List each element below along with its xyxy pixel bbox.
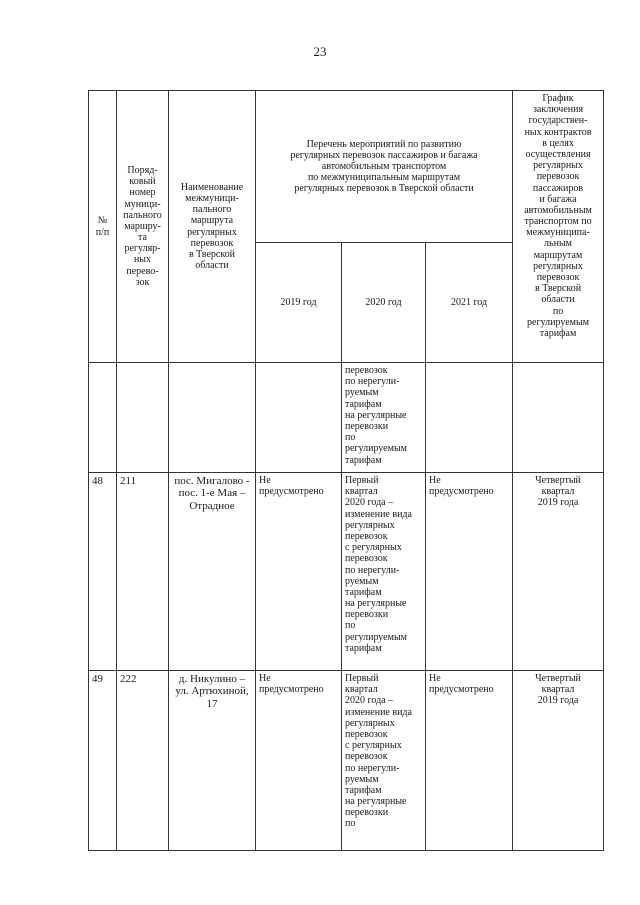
- row-2021: Не предусмотрено: [426, 671, 513, 851]
- row-route-number: 211: [117, 473, 169, 671]
- row-schedule: Четвертый квартал 2019 года: [513, 671, 604, 851]
- table-row: [89, 473, 604, 671]
- continuation-2020: перевозок по нерегули- руемым тарифам на регулярные перевозки по регулируемым тарифам: [342, 363, 426, 473]
- header-route-number: Поряд- ковый номер муници- пального маршру- та регуляр- ных перево- зок: [117, 91, 169, 363]
- header-route-name: Наименование межмуници- пального маршрута регулярных перевозок в Тверской области: [169, 91, 256, 363]
- header-measures: Перечень мероприятий по развитию регулярных перевозок пассажиров и багажа автомобильным транспортом по межмуниципальным маршрутам регулярных перевозок в Тверской области: [256, 91, 513, 243]
- header-year-2020: 2020 год: [342, 243, 426, 363]
- row-route-number: 222: [117, 671, 169, 851]
- routes-table: [88, 90, 604, 851]
- row-2020: Первый квартал 2020 года – изменение вида регулярных перевозок с регулярных перевозок по нерегули- руемым тарифам на регулярные перевозки по: [342, 671, 426, 851]
- row-2020: Первый квартал 2020 года – изменение вида регулярных перевозок с регулярных перевозок по нерегули- руемым тарифам на регулярные перевозки по регулируемым тарифам: [342, 473, 426, 671]
- row-route-name: пос. Мигалово - пос. 1-е Мая – Отрадное: [169, 473, 256, 671]
- row-num: 49: [89, 671, 117, 851]
- table-row: [89, 671, 604, 851]
- row-2019: Не предусмотрено: [256, 473, 342, 671]
- header-num: № п/п: [89, 91, 117, 363]
- header-schedule: График заключения государствен- ных контрактов в целях осуществления регулярных перевозок пассажиров и багажа автомобильным транспортом по межмуниципа- льным маршрутам регулярных перевозок в Тверской области по регулируемым тарифам: [513, 91, 604, 363]
- table-row-continuation: [89, 363, 604, 473]
- row-2021: Не предусмотрено: [426, 473, 513, 671]
- page-number: 23: [313, 44, 327, 59]
- header-year-2021: 2021 год: [426, 243, 513, 363]
- row-schedule: Четвертый квартал 2019 года: [513, 473, 604, 671]
- table-header-row: [89, 91, 604, 243]
- header-year-2019: 2019 год: [256, 243, 342, 363]
- row-2019: Не предусмотрено: [256, 671, 342, 851]
- row-route-name: д. Никулино – ул. Артюхиной, 17: [169, 671, 256, 851]
- row-num: 48: [89, 473, 117, 671]
